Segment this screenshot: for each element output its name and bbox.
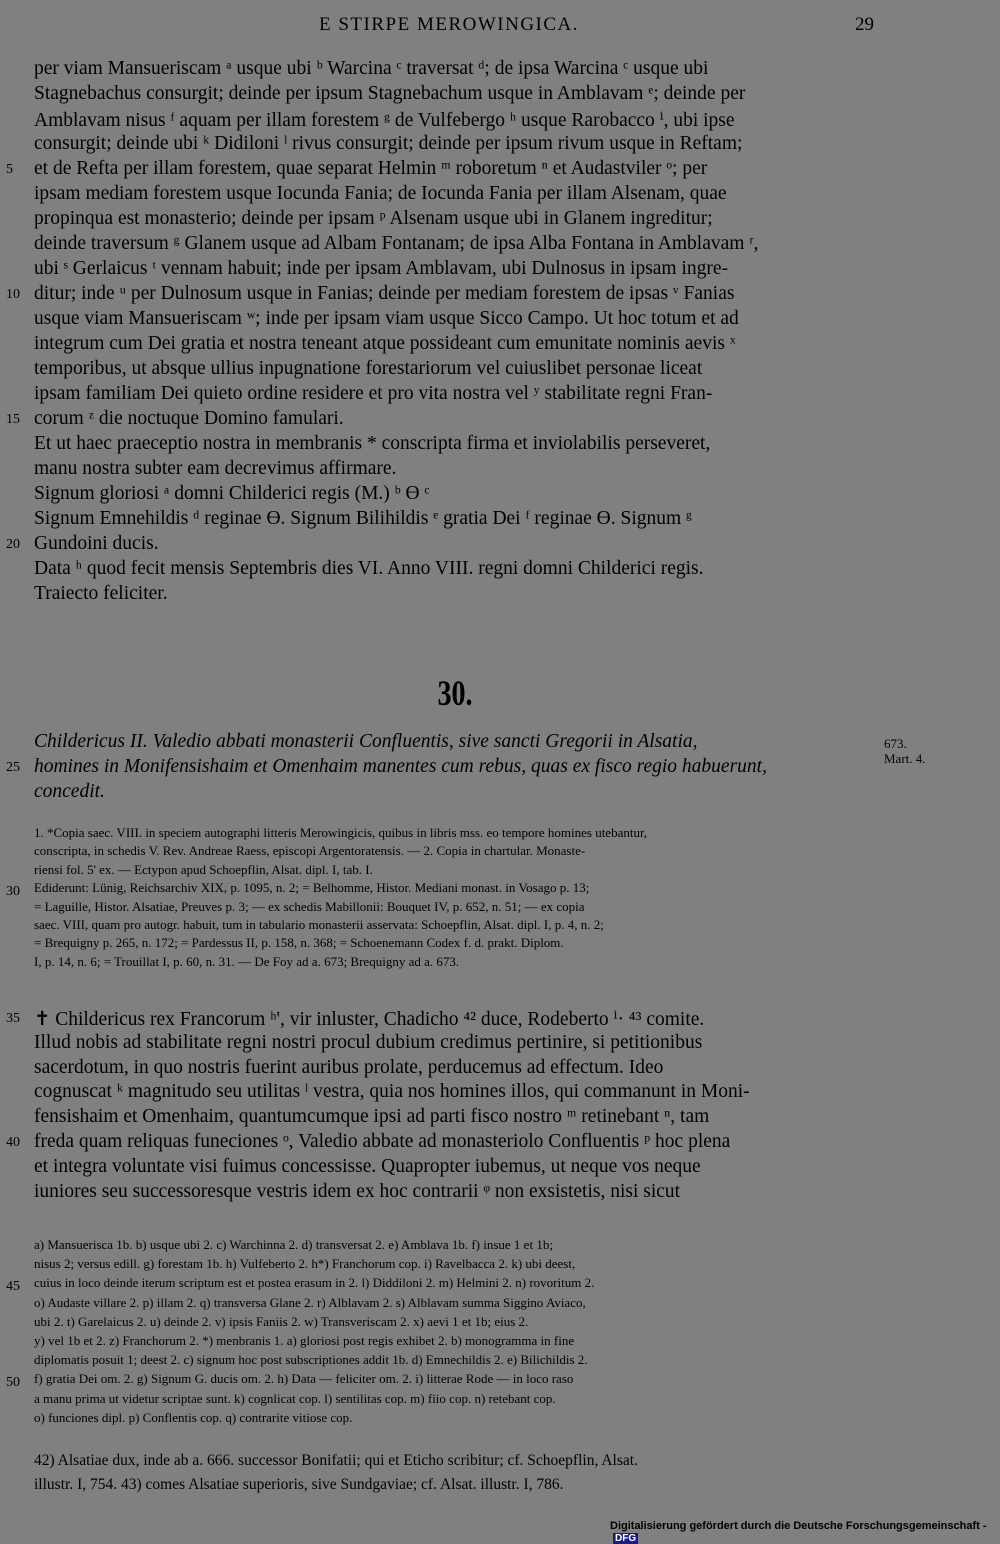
text-line: ubi 2. t) Garelaicus 2. u) deinde 2. v) ipsis Faniis 2. w) Transveriscam 2. x) aevi 1 et 1b; eius 2. — [34, 1313, 529, 1329]
text-line: Signum Emnehildis ᵈ reginae ϴ. Signum Bilihildis ᵉ gratia Dei ᶠ reginae ϴ. Signum ᵍ — [34, 508, 692, 529]
text-line: concedit. — [34, 781, 105, 802]
text-line: deinde traversum ᵍ Glanem usque ad Albam Fontanam; de ipsa Alba Fontana in Amblavam ʳ, — [34, 233, 759, 254]
running-title: E STIRPE MEROWINGICA. — [319, 14, 580, 35]
text-line: Stagnebachus consurgit; deinde per ipsum Stagnebachum usque in Amblavam ᵉ; deinde per — [34, 83, 746, 104]
text-line: saec. VIII, quam pro autogr. habuit, tum in tabulario monasterii asservata: Schoepflin, Alsat. dipl. I, p. 4, n. 2; — [34, 917, 604, 932]
line-number: 25 — [6, 760, 20, 775]
text-line: Ediderunt: Lünig, Reichsarchiv XIX, p. 1095, n. 2; = Belhomme, Histor. Mediani monast. in Vosago p. 13; — [34, 880, 590, 896]
text-line: o) funciones dipl. p) Conflentis cop. q) contrarite vitiose cop. — [34, 1409, 353, 1425]
text-line: ipsam mediam forestem usque Iocunda Fania; de Iocunda Fania per illam Alsenam, quae — [34, 183, 727, 204]
margin-date — [884, 736, 926, 766]
margin-date-year: 673. — [884, 736, 907, 751]
page-number: 29 — [855, 14, 874, 35]
dfg-logo: DFG — [615, 1533, 637, 1544]
line-number: 20 — [6, 537, 20, 552]
text-line: = Laguille, Histor. Alsatiae, Preuves p. 3; — ex schedis Mabillonii: Bouquet IV, p. 652, n. 51; — ex copia — [34, 898, 585, 914]
text-line: Gundoini ducis. — [34, 533, 159, 554]
text-line: Signum gloriosi ᵃ domni Childerici regis (M.) ᵇ ϴ ᶜ — [34, 483, 430, 504]
text-line: I, p. 14, n. 6; = Trouillat I, p. 60, n. 31. — De Foy ad a. 673; Brequigny ad a. 673. — [34, 953, 460, 969]
document-number: 30. — [437, 673, 473, 713]
line-number: 35 — [6, 1011, 20, 1026]
text-line: sacerdotum, in quo nostris fuerint auribus prolate, perducemus ad effectum. Ideo — [34, 1056, 664, 1078]
line-number: 5 — [6, 162, 13, 177]
text-line: corum ᶻ die noctuque Domino famulari. — [34, 408, 344, 429]
text-line: y) vel 1b et 2. z) Franchorum 2. *) menbranis 1. a) gloriosi post regis exhibet 2. b) monogramma in fine — [34, 1333, 575, 1348]
text-line: 1. *Copia saec. VIII. in speciem autographi litteris Merowingicis, quibus in libris mss. eo tempore homines utebantur, — [34, 825, 648, 840]
text-line: fensishaim et Omenhaim, quantumcumque ipsi ad parti fisco nostro ᵐ retinebant ⁿ, tam — [34, 1106, 710, 1128]
line-number: 10 — [6, 287, 20, 302]
text-line: riensi fol. 5' ex. — Ectypon apud Schoepflin, Alsat. dipl. I, tab. I. — [34, 861, 373, 877]
text-line: Et ut haec praeceptio nostra in membranis * conscripta firma et inviolabilis perseveret, — [34, 433, 711, 454]
footer-credit — [610, 1520, 1000, 1544]
text-line: Illud nobis ad stabilitate regni nostri procul dubium credimus pertinire, si petitionibus — [34, 1031, 703, 1053]
text-line: Traiecto feliciter. — [34, 583, 168, 604]
text-line: et integra voluntate visi fuimus concessisse. Quapropter iubemus, ut neque vos neque — [34, 1155, 701, 1177]
text-line: ipsam familiam Dei quieto ordine residere et pro vita nostra vel ʸ stabilitate regni Fran- — [34, 383, 713, 404]
line-number: 15 — [6, 412, 20, 427]
text-line: consurgit; deinde ubi ᵏ Didiloni ˡ rivus consurgit; deinde per ipsum rivum usque in Reftam; — [34, 133, 743, 154]
running-header — [34, 14, 874, 42]
text-line: homines in Monifensishaim et Omenhaim manentes cum rebus, quas ex fisco regio habuerunt, — [34, 756, 767, 777]
text-line: Childericus II. Valedio abbati monasterii Confluentis, sive sancti Gregorii in Alsatia, — [34, 731, 698, 752]
text-line: ✝ Childericus rex Francorum ʰ', vir inluster, Chadicho ⁴² duce, Rodeberto ⁱ· ⁴³ comite. — [34, 1009, 705, 1030]
line-number: 30 — [6, 884, 20, 900]
text-line: a) Mansuerisca 1b. b) usque ubi 2. c) Warchinna 2. d) transversat 2. e) Amblava 1b. f) insue 1 et 1b; — [34, 1237, 553, 1252]
text-line: usque viam Mansueriscam ʷ; inde per ipsam viam usque Sicco Campo. Ut hoc totum et ad — [34, 308, 739, 329]
text-line: cuius in loco deinde iterum scriptum est et postea erasum in 2. l) Diddiloni 2. m) Helmini 2. n) rovoritum 2. — [34, 1275, 595, 1291]
text-line: ditur; inde ᵘ per Dulnosum usque in Fanias; deinde per mediam forestem de ipsas ᵛ Fanias — [34, 283, 735, 304]
text-line: freda quam reliquas funeciones ᵒ, Valedio abbate ad monasteriolo Confluentis ᵖ hoc plena — [34, 1131, 731, 1152]
text-line: integrum cum Dei gratia et nostra teneant atque possideant cum emunitate nominis aevis ˣ — [34, 333, 736, 354]
line-number: 40 — [6, 1135, 20, 1150]
text-line: temporibus, ut absque ullius inpugnatione forestariorum vel cuiuslibet personae liceat — [34, 358, 703, 379]
text-line: iuniores seu successoresque vestris idem ex hoc contrarii ᵠ non exsistetis, nisi sicut — [34, 1180, 681, 1202]
text-line: o) Audaste villare 2. p) illam 2. q) transversa Glane 2. r) Alblavam 2. s) Alblavam summa Siggino Aviaco, — [34, 1294, 586, 1310]
text-line: conscripta, in schedis V. Rev. Andreae Raess, episcopi Argentoratensis. — 2. Copia in chartular. Monaste- — [34, 843, 586, 859]
text-line: et de Refta per illam forestem, quae separat Helmin ᵐ roboretum ⁿ et Audastviler ᵒ; per — [34, 158, 708, 179]
text-line: f) gratia Dei om. 2. g) Signum G. ducis om. 2. h) Data — feliciter om. 2. i) litterae Rode — in loco raso — [34, 1371, 574, 1387]
text-line: nisus 2; versus edill. g) forestam 1b. h) Vulfeberto 2. h*) Franchorum cop. i) Ravelbacca 2. k) ubi deest, — [34, 1256, 576, 1272]
text-line: Data ʰ quod fecit mensis Septembris dies VI. Anno VIII. regni domni Childerici regis. — [34, 558, 704, 579]
line-number: 45 — [6, 1279, 20, 1295]
text-line: Amblavam nisus ᶠ aquam per illam forestem ᵍ de Vulfebergo ʰ usque Rarobacco ⁱ, ubi ipse — [34, 110, 735, 131]
text-line: a manu prima ut videtur scriptae sunt. k) cognlicat cop. l) sentilitas cop. m) fiio cop. n) retebant cop. — [34, 1390, 556, 1406]
footer-credit-text: Digitalisierung gefördert durch die Deutsche Forschungsgemeinschaft - — [610, 1520, 987, 1532]
text-line: illustr. I, 754. 43) comes Alsatiae superioris, sive Sundgaviae; cf. Alsat. illustr. I, 786. — [34, 1476, 564, 1493]
text-line: cognuscat ᵏ magnitudo seu utilitas ˡ vestra, quia nos homines illos, qui commanunt in Moni- — [34, 1081, 750, 1103]
text-line: = Brequigny p. 265, n. 172; = Pardessus II, p. 158, n. 368; = Schoenemann Codex f. d. prakt. Diplom. — [34, 935, 564, 951]
text-line: 42) Alsatiae dux, inde ab a. 666. successor Bonifatii; qui et Eticho scribitur; cf. Schoepflin, Alsat. — [34, 1452, 638, 1469]
line-number: 50 — [6, 1375, 20, 1391]
text-line: diplomatis posuit 1; deest 2. c) signum hoc post subscriptiones addit 1b. d) Emnechildis 2. e) Bilichildis 2. — [34, 1352, 588, 1368]
text-line: per viam Mansueriscam ᵃ usque ubi ᵇ Warcina ᶜ traversat ᵈ; de ipsa Warcina ᶜ usque ubi — [34, 58, 709, 79]
text-line: propinqua est monasterio; deinde per ipsam ᵖ Alsenam usque ubi in Glanem ingreditur; — [34, 208, 713, 229]
text-line: manu nostra subter eam decrevimus affirmare. — [34, 458, 397, 479]
text-line: ubi ˢ Gerlaicus ᵗ vennam habuit; inde per ipsam Amblavam, ubi Dulnosus in ipsam ingre- — [34, 258, 729, 279]
margin-date-day: Mart. 4. — [884, 751, 926, 766]
